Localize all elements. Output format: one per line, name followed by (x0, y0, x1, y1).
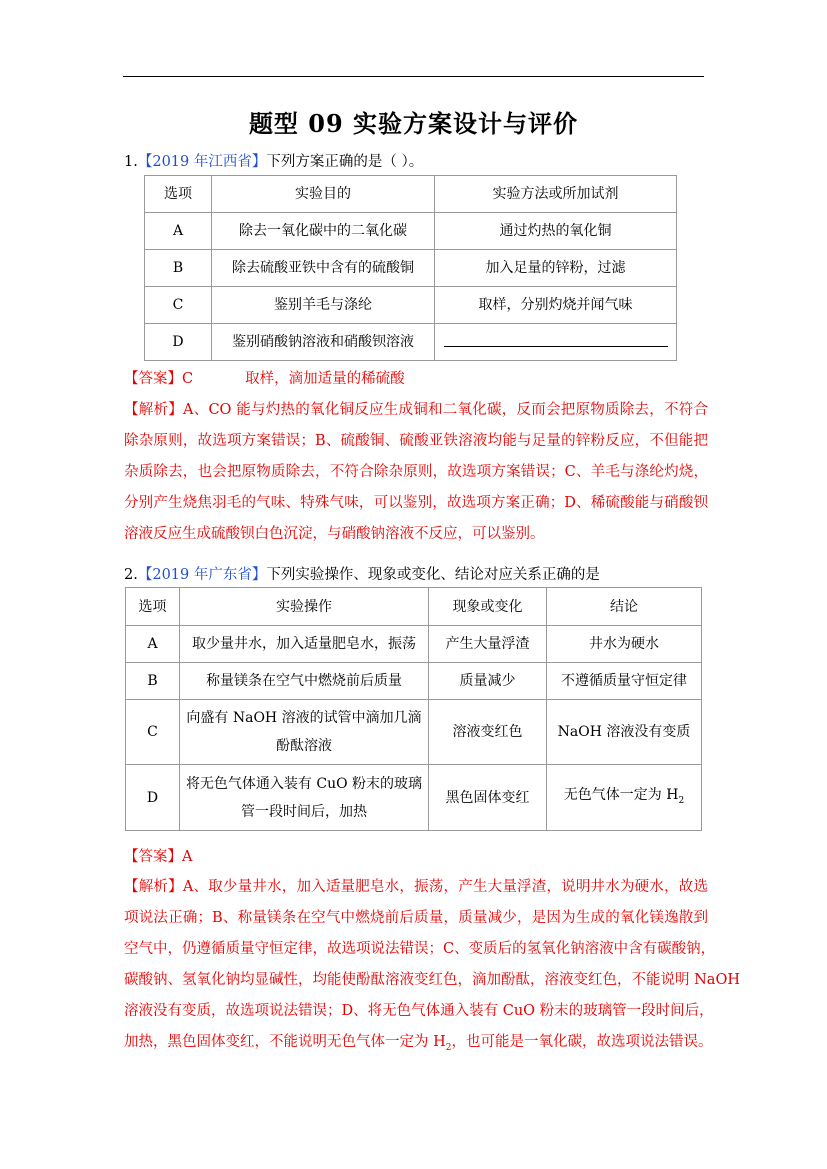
analysis-line (124, 1027, 713, 1058)
table-row (126, 626, 702, 663)
option-cell: D (145, 324, 212, 361)
option-cell: C (145, 287, 212, 324)
question-2-analysis (124, 872, 740, 1058)
purpose-cell: 鉴别硝酸钠溶液和硝酸钡溶液 (212, 324, 435, 361)
table-row (126, 765, 702, 831)
question-2-source: 【2019 年广东省】 (137, 567, 267, 583)
analysis-line: 杂质除去，也会把原物质除去，不符合除杂原则，故选项方案错误；C、羊毛与涤纶灼烧， (124, 464, 708, 480)
answer-label: 【答案】 (124, 849, 182, 865)
table-row (145, 287, 677, 324)
conclusion-cell: 不遵循质量守恒定律 (547, 663, 702, 700)
analysis-line: 项说法正确；B、称量镁条在空气中燃烧前后质量，质量减少，是因为生成的氧化镁逸散到 (124, 910, 708, 926)
table-header-row (145, 176, 677, 213)
operation-line: 将无色气体通入装有 CuO 粉末的玻璃 (185, 775, 423, 792)
analysis-line: 碳酸钠、氢氧化钠均显碱性，均能使酚酞溶液变红色，滴加酚酞，溶液变红色，不能说明 NaOH (124, 972, 740, 988)
header-cell: 现象或变化 (429, 588, 547, 626)
purpose-cell: 鉴别羊毛与涤纶 (212, 287, 435, 324)
subscript: 2 (678, 795, 685, 806)
operation-cell: 取少量井水，加入适量肥皂水，振荡 (180, 626, 429, 663)
option-cell: D (126, 765, 180, 831)
analysis-line: 空气中，仍遵循质量守恒定律，故选项说法错误；C、变质后的氢氧化钠溶液中含有碳酸钠， (124, 941, 716, 957)
conclusion-text: 无色气体一定为 H (563, 786, 679, 803)
header-cell: 实验目的 (212, 176, 435, 213)
analysis-text: 加热，黑色固体变红，不能说明无色气体一定为 H (124, 1034, 446, 1050)
analysis-line: 溶液没有变质，故选项说法错误；D、将无色气体通入装有 CuO 粉末的玻璃管一段时间后， (124, 1003, 714, 1019)
answer-blank-line (444, 328, 668, 347)
operation-cell (180, 765, 429, 831)
table-row (145, 250, 677, 287)
answer-value: C (182, 371, 194, 387)
header-rule (123, 76, 704, 77)
question-2-table (125, 587, 702, 831)
header-cell: 实验方法或所加试剂 (435, 176, 677, 213)
method-cell: 通过灼热的氧化铜 (435, 213, 677, 250)
table-row (145, 213, 677, 250)
operation-line: 管一段时间后，加热 (241, 803, 367, 820)
conclusion-cell: NaOH 溶液没有变质 (547, 700, 702, 765)
operation-cell (180, 700, 429, 765)
question-2-number: 2. (124, 567, 138, 583)
method-cell-blank (435, 324, 677, 361)
phenomenon-cell: 溶液变红色 (429, 700, 547, 765)
analysis-line: 【解析】A、取少量井水，加入适量肥皂水，振荡，产生大量浮渣，说明井水为硬水，故选 (124, 879, 708, 895)
question-1-table (144, 175, 677, 361)
header-cell: 选项 (145, 176, 212, 213)
header-cell: 结论 (547, 588, 702, 626)
question-1-text: 下列方案正确的是（ ）。 (266, 154, 424, 170)
question-1-stem (124, 150, 423, 171)
analysis-line: 分别产生烧焦羽毛的气味、特殊气味，可以鉴别，故选项方案正确；D、稀硫酸能与硝酸钡 (124, 495, 708, 511)
question-1-number: 1. (124, 154, 138, 170)
question-2-answer (124, 845, 192, 866)
table-row (126, 700, 702, 765)
analysis-text: ，也可能是一氧化碳，故选项说法错误。 (451, 1034, 713, 1050)
header-cell: 选项 (126, 588, 180, 626)
phenomenon-cell: 黑色固体变红 (429, 765, 547, 831)
phenomenon-cell: 质量减少 (429, 663, 547, 700)
question-2-text: 下列实验操作、现象或变化、结论对应关系正确的是 (266, 567, 600, 583)
question-1-source: 【2019 年江西省】 (137, 154, 267, 170)
question-2-stem (124, 563, 600, 584)
conclusion-cell: 井水为硬水 (547, 626, 702, 663)
conclusion-cell (547, 765, 702, 831)
method-cell: 加入足量的锌粉，过滤 (435, 250, 677, 287)
question-1-answer (124, 367, 405, 388)
question-1-analysis (124, 395, 708, 550)
answer-label: 【答案】 (124, 371, 182, 387)
method-cell: 取样，分别灼烧并闻气味 (435, 287, 677, 324)
option-cell: C (126, 700, 180, 765)
answer-value: A (182, 849, 193, 865)
answer-extra: 取样，滴加适量的稀硫酸 (245, 371, 405, 387)
header-cell: 实验操作 (180, 588, 429, 626)
page-title: 题型 09 实验方案设计与评价 (248, 109, 579, 138)
operation-cell: 称量镁条在空气中燃烧前后质量 (180, 663, 429, 700)
subscript: 2 (445, 1042, 452, 1053)
analysis-line: 除杂原则，故选项方案错误；B、硫酸铜、硫酸亚铁溶液均能与足量的锌粉反应，不但能把 (124, 433, 708, 449)
phenomenon-cell: 产生大量浮渣 (429, 626, 547, 663)
table-row (145, 324, 677, 361)
option-cell: A (145, 213, 212, 250)
purpose-cell: 除去一氧化碳中的二氧化碳 (212, 213, 435, 250)
option-cell: A (126, 626, 180, 663)
table-row (126, 663, 702, 700)
analysis-line: 溶液反应生成硫酸钡白色沉淀，与硝酸钠溶液不反应，可以鉴别。 (124, 526, 545, 542)
table-header-row (126, 588, 702, 626)
option-cell: B (145, 250, 212, 287)
option-cell: B (126, 663, 180, 700)
analysis-line: 【解析】A、CO 能与灼热的氧化铜反应生成铜和二氧化碳，反而会把原物质除去，不符合 (124, 402, 708, 418)
operation-line: 向盛有 NaOH 溶液的试管中滴加几滴 (186, 710, 422, 726)
purpose-cell: 除去硫酸亚铁中含有的硫酸铜 (212, 250, 435, 287)
operation-line: 酚酞溶液 (276, 738, 332, 754)
